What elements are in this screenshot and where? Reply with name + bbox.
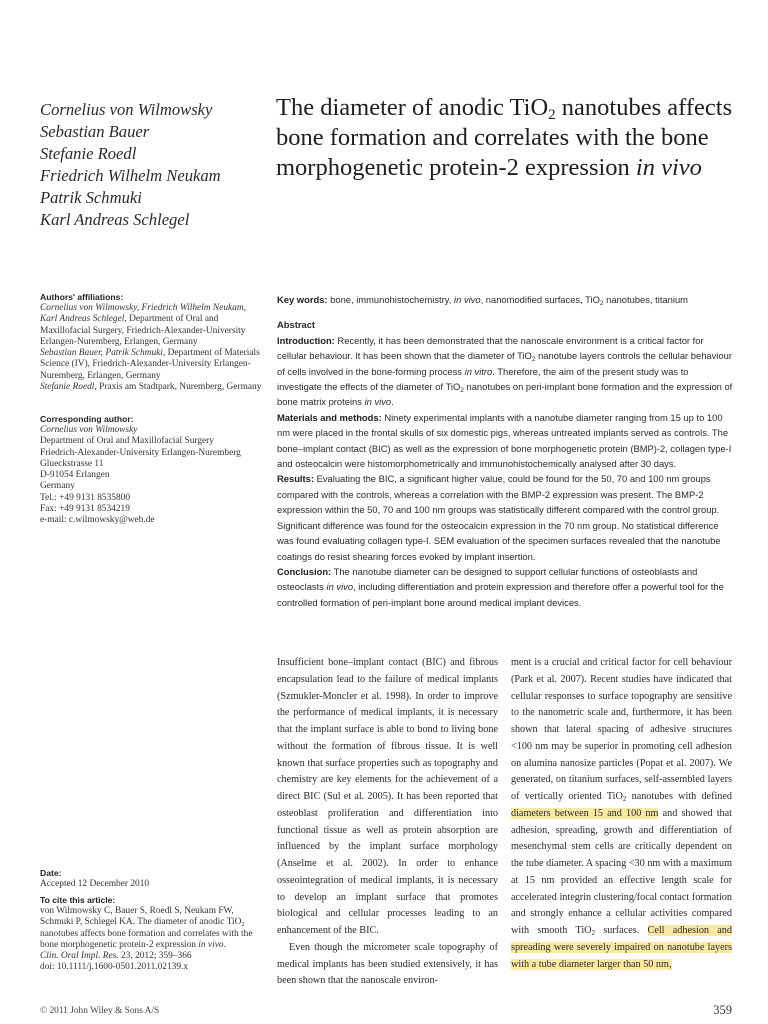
abstract-introduction: Introduction: Recently, it has been demonstrated that the nanoscale environment is a critical factor for cellular behaviour. It has been shown that the diameter of TiO$_2$ nanotube layers controls the cellular behaviour of cells involved in the bone-forming process in vitro. Therefore, the aim of the present study was to investigate the effects of the diameter of TiO$_2$ nanotubes on peri-implant bone formation and the expression of bone matrix proteins in vivo. [277,334,733,408]
affiliations-heading: Authors' affiliations: [40,292,124,302]
address-line: D-91054 Erlangen [40,470,110,481]
affiliation-entry: Cornelius von Wilmowsky, Friedrich Wilhelm Neukam, Karl Andreas Schlegel, Department of Oral and Maxillofacial Surgery, Friedrich-Alexander-University Erlangen-Nuremberg, Erlangen, Germany [40,303,246,347]
corresponding-name: Cornelius von Wilmowsky [40,425,138,435]
body-paragraph: ment is a crucial and critical factor for cell behaviour (Park et al. 2007). Recent studies have indicated that cellular responses to surface topography are sensitive to the nanometric scale and, furthermore, it has been shown that lateral spacing of adhesive structures <100 nm may be superior in promoting cell adhesion on alumina nanosize particles (Popat et al. 2007). We generated, on titanium surfaces, self-assembled layers of vertically oriented TiO$_2$ nanotubes with defined diameters between 15 and 100 nm and showed that adhesion, spreading, growth and differentiation of mesenchymal stem cells are critically dependent on the tube diameter. A spacing <30 nm with a maximum at 15 nm provided an effective length scale for accelerated integrin clustering/focal contact formation and strongly enhance a cellular activities compared with smooth TiO$_2$ surfaces. Cell adhesion and spreading were severely impaired on nanotube layers with a tube diameter larger than 50 nm, [511,657,733,970]
body-paragraph: Insufficient bone–implant contact (BIC) and fibrous encapsulation lead to the failure of medical implants (Szmukler-Moncler et al. 1998). In order to improve the performance of medical implants, it is necessary that the implant surface is able to bond to living bone without the formation of fibrous tissue. It is well known that surface properties such as topography and chemistry are key elements for the achievement of a direct BIC (Sul et al. 2005). It has been reported that osteoblast proliferation and differentiation into functional tissue as well as protein absorption are influenced by the implant surface morphology (Anselme et al. 2002). In order to enhance osseointegration of medical implants, it is necessary to develop an implant surface that promotes biological and cellular processes leading to an enhancement of the BIC. [277,657,498,936]
accepted-date: Accepted 12 December 2010 [40,879,150,889]
author-name: Karl Andreas Schlegel [40,210,190,229]
address-line: Department of Oral and Maxillofacial Surgery [40,436,214,447]
author-name: Sebastian Bauer [40,122,150,141]
abstract-conclusion: Conclusion: The nanotube diameter can be designed to support cellular functions of osteoblasts and osteoclasts in vivo, including differentiation and protein expression and therefore offer a powerful tool for the controlled formation of peri-implant bone around medical implant devices. [277,565,724,608]
citation-block [40,895,265,974]
email-line[interactable]: e-mail: c.wilmowsky@web.de [40,515,155,526]
abstract-section [277,292,735,610]
address-line: Glueckstrasse 11 [40,458,104,469]
address-line: Germany [40,481,75,492]
affiliations [40,292,265,393]
abstract-heading: Abstract [277,319,316,331]
highlighted-text: diameters between 15 and 100 nm [511,807,659,819]
body-column-left [277,655,498,990]
abstract-results: Results: Evaluating the BIC, a significant higher value, could be found for the 50, 70 and 100 nm groups compared with the controls, whereas a correlation with the BMP-2 expression was present. The BMP-2 expression within the 50, 70 and 100 nm groups was statistically different compared with the control group. Significant difference was found for the osteocalcin expression in the 70 nm group. No statistical difference was found evaluating collagen type-I. SEM evaluation of the specimen surfaces revealed that the nanotube coatings do resist shearing forces evoked by implant insertion. [277,473,721,562]
date-heading: Date: [40,868,62,878]
abstract-methods: Materials and methods: Ninety experimental implants with a nanotube diameter ranging from 15 up to 100 nm were placed in the frontal skulls of six domestic pigs, whereas untreated implants served as controls. The bone–implant contact (BIC) as well as the expression of bone morphogenetic protein (BMP)-2, collagen type-I and osteocalcin were histomorphometrically and immunohistochemically analysed after 30 days. [277,411,732,470]
body-column-right [511,655,732,973]
copyright-notice: © 2011 John Wiley & Sons A/S [40,1006,160,1016]
phone-line: Tel.: +49 9131 8535800 [40,492,131,503]
affiliation-entry: Sebastian Bauer, Patrik Schmuki, Department of Materials Science (IV), Friedrich-Alexander-University Erlangen-Nuremberg, Erlangen, Germany [40,348,260,381]
body-paragraph: Even though the micrometer scale topography of medical implants has been studied extensively, it has been shown that the nanoscale environ- [277,941,498,987]
citation-text: von Wilmowsky C, Bauer S, Roedl S, Neukam FW, Schmuki P, Schlegel KA. The diameter of anodic TiO$_2$ nanotubes affects bone formation and correlates with the bone morphogenetic protein-2 expression in vivo. [40,906,253,950]
citation-journal: Clin. Oral Impl. Res. 23, 2012; 359–366 [40,951,192,962]
author-name: Patrik Schmuki [40,188,142,207]
author-name: Stefanie Roedl [40,144,137,163]
author-name: Cornelius von Wilmowsky [40,100,213,119]
corresponding-heading: Corresponding author: [40,414,134,424]
citation-doi[interactable]: doi: 10.1111/j.1600-0501.2011.02139.x [40,962,189,973]
fax-line: Fax: +49 9131 8534219 [40,504,130,515]
article-title: The diameter of anodic TiO$_2$ nanotubes affects bone formation and correlates with the bone morphogenetic protein-2 expression in vivo [276,94,733,181]
highlighted-text: Cell adhesion and spreading were severely impaired on nanotube layers with a tube diameter larger than 50 nm, [511,925,732,970]
affiliation-entry: Stefanie Roedl, Praxis am Stadtpark, Nuremberg, Germany [40,382,262,393]
keywords: Key words: bone, immunohistochemistry, in vivo, nanomodified surfaces, TiO$_2$ nanotubes, titanium [277,294,688,307]
author-name: Friedrich Wilhelm Neukam [40,166,221,185]
date-block [40,868,265,890]
author-list [40,99,265,231]
page-number: 359 [713,1003,732,1017]
corresponding-author [40,414,265,527]
citation-heading: To cite this article: [40,895,116,905]
address-line: Friedrich-Alexander-University Erlangen-Nuremberg [40,447,241,458]
